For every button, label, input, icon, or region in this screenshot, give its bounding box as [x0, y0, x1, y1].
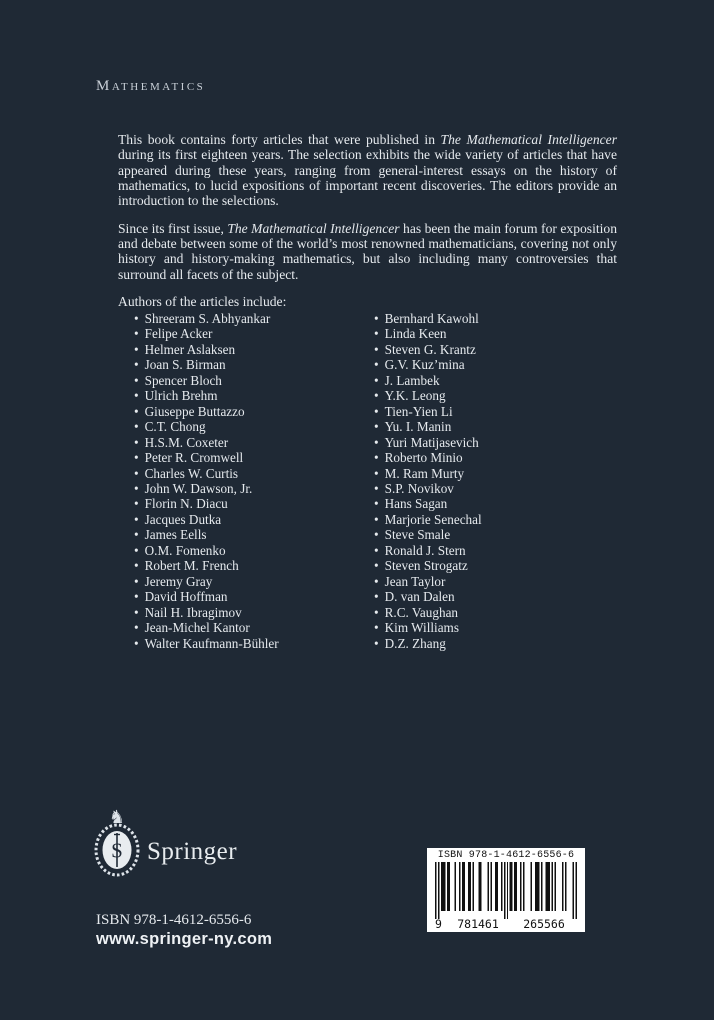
bullet-glyph: •	[374, 511, 379, 527]
bullet-glyph: •	[134, 311, 139, 326]
bullet-glyph: •	[134, 480, 139, 496]
author-item: • G.V. Kuz’mina	[374, 357, 465, 373]
bullet-glyph: •	[374, 419, 379, 435]
bullet-glyph: •	[374, 372, 379, 388]
author-item: • Y.K. Leong	[374, 388, 446, 404]
bullet-glyph: •	[134, 542, 139, 558]
bullet-glyph: •	[374, 589, 379, 605]
author-item: • Florin N. Diacu	[134, 496, 228, 512]
publisher-name: Springer	[147, 838, 238, 865]
author-item: • H.S.M. Coxeter	[134, 434, 229, 450]
author-item: • D. van Dalen	[374, 589, 455, 605]
author-item: • Yuri Matijasevich	[374, 434, 479, 450]
bullet-glyph: •	[134, 604, 139, 620]
bullet-glyph: •	[374, 465, 379, 481]
barcode-digit-group: 9	[435, 917, 442, 931]
bullet-glyph: •	[374, 527, 379, 543]
bullet-glyph: •	[134, 403, 139, 419]
bullet-glyph: •	[134, 527, 139, 543]
authors-column-left	[134, 311, 374, 651]
author-item: • Steven Strogatz	[374, 558, 468, 574]
author-item: • Robert M. French	[134, 558, 239, 574]
bullet-glyph: •	[374, 388, 379, 404]
bullet-glyph: •	[134, 326, 139, 342]
bullet-glyph: •	[134, 357, 139, 373]
barcode-digit-group: 265566	[523, 917, 565, 931]
author-item: • Ronald J. Stern	[374, 542, 466, 558]
author-item: • Spencer Bloch	[134, 372, 222, 388]
author-item: • Peter R. Cromwell	[134, 450, 244, 466]
author-item: • Kim Williams	[374, 620, 459, 636]
author-item: • Helmer Aslaksen	[134, 341, 236, 357]
springer-knight-crest-icon	[93, 806, 141, 878]
description-block	[118, 132, 617, 310]
svg-text:♞: ♞	[108, 807, 126, 828]
author-item: • Charles W. Curtis	[134, 465, 239, 481]
bullet-glyph: •	[134, 496, 139, 512]
authors-column-right	[374, 311, 482, 651]
author-item: • Jeremy Gray	[134, 573, 213, 589]
bullet-glyph: •	[374, 357, 379, 373]
author-item: • Walter Kaufmann-Bühler	[134, 635, 279, 651]
bullet-glyph: •	[374, 542, 379, 558]
isbn-barcode	[427, 848, 585, 932]
bullet-glyph: •	[374, 604, 379, 620]
description-paragraph-2: Since its first issue, The Mathematical Intelligencer has been the main forum for exposition and debate between some of the world’s most renowned mathematicians, covering not only history and history-making mathematics, but also including many controversies that surround all facets of the subject.	[118, 220, 618, 282]
bullet-glyph: •	[374, 311, 379, 326]
author-item: • James Eells	[134, 527, 207, 543]
author-item: • R.C. Vaughan	[374, 604, 459, 620]
barcode-number	[435, 918, 577, 930]
category-label: Mathematics	[96, 78, 206, 94]
bullet-glyph: •	[134, 372, 139, 388]
author-item: • O.M. Fomenko	[134, 542, 226, 558]
barcode-bars	[435, 862, 577, 919]
author-item: • John W. Dawson, Jr.	[134, 480, 253, 496]
bullet-glyph: •	[374, 635, 379, 651]
authors-columns	[134, 311, 482, 651]
author-item: • Nail H. Ibragimov	[134, 604, 242, 620]
bullet-glyph: •	[374, 480, 379, 496]
bullet-glyph: •	[134, 419, 139, 435]
bullet-glyph: •	[134, 465, 139, 481]
description-paragraph-1: This book contains forty articles that were published in The Mathematical Intelligencer during its first eighteen years. The selection exhibits the wide variety of articles that have appeared during these years, ranging from general-interest essays on the history of mathematics, to lucid expositions of important recent discoveries. The editors provide an introduction to the selections.	[118, 132, 617, 209]
author-item: • Jean-Michel Kantor	[134, 620, 250, 636]
bullet-glyph: •	[134, 434, 139, 450]
author-item: • D.Z. Zhang	[374, 635, 446, 651]
author-item: • Steve Smale	[374, 527, 451, 543]
bullet-glyph: •	[374, 573, 379, 589]
bullet-glyph: •	[374, 434, 379, 450]
author-item: • David Hoffman	[134, 589, 228, 605]
author-item: • Jacques Dutka	[134, 511, 222, 527]
author-item: • Yu. I. Manin	[374, 419, 452, 435]
bullet-glyph: •	[374, 341, 379, 357]
author-item: • Joan S. Birman	[134, 357, 226, 373]
author-item: • Bernhard Kawohl	[374, 311, 479, 326]
author-item: • J. Lambek	[374, 372, 440, 388]
author-item: • Giuseppe Buttazzo	[134, 403, 245, 419]
author-item: • C.T. Chong	[134, 419, 206, 435]
barcode-isbn-label: ISBN 978-1-4612-6556-6	[437, 850, 575, 861]
author-item: • M. Ram Murty	[374, 465, 465, 481]
bullet-glyph: •	[134, 388, 139, 404]
author-item: • Linda Keen	[374, 326, 447, 342]
bullet-glyph: •	[134, 573, 139, 589]
authors-heading: Authors of the articles include:	[118, 294, 287, 310]
bullet-glyph: •	[374, 620, 379, 636]
bullet-glyph: •	[374, 558, 379, 574]
bullet-glyph: •	[134, 589, 139, 605]
bullet-glyph: •	[374, 326, 379, 342]
bullet-glyph: •	[134, 558, 139, 574]
bullet-glyph: •	[134, 635, 139, 651]
author-item: • Ulrich Brehm	[134, 388, 218, 404]
author-item: • Steven G. Krantz	[374, 341, 476, 357]
author-item: • Roberto Minio	[374, 450, 463, 466]
barcode-digit-group: 781461	[457, 917, 499, 931]
author-item: • Marjorie Senechal	[374, 511, 482, 527]
footer-website: www.springer-ny.com	[96, 930, 273, 948]
svg-text:S: S	[111, 838, 123, 863]
bullet-glyph: •	[374, 450, 379, 466]
bullet-glyph: •	[134, 620, 139, 636]
bullet-glyph: •	[134, 511, 139, 527]
author-item: • Tien-Yien Li	[374, 403, 453, 419]
bullet-glyph: •	[134, 341, 139, 357]
bullet-glyph: •	[134, 450, 139, 466]
author-item: • Shreeram S. Abhyankar	[134, 311, 271, 326]
bullet-glyph: •	[374, 403, 379, 419]
author-item: • Hans Sagan	[374, 496, 448, 512]
author-item: • Felipe Acker	[134, 326, 213, 342]
author-item: • S.P. Novikov	[374, 480, 454, 496]
author-item: • Jean Taylor	[374, 573, 446, 589]
bullet-glyph: •	[374, 496, 379, 512]
footer-isbn: ISBN 978-1-4612-6556-6	[96, 912, 252, 928]
